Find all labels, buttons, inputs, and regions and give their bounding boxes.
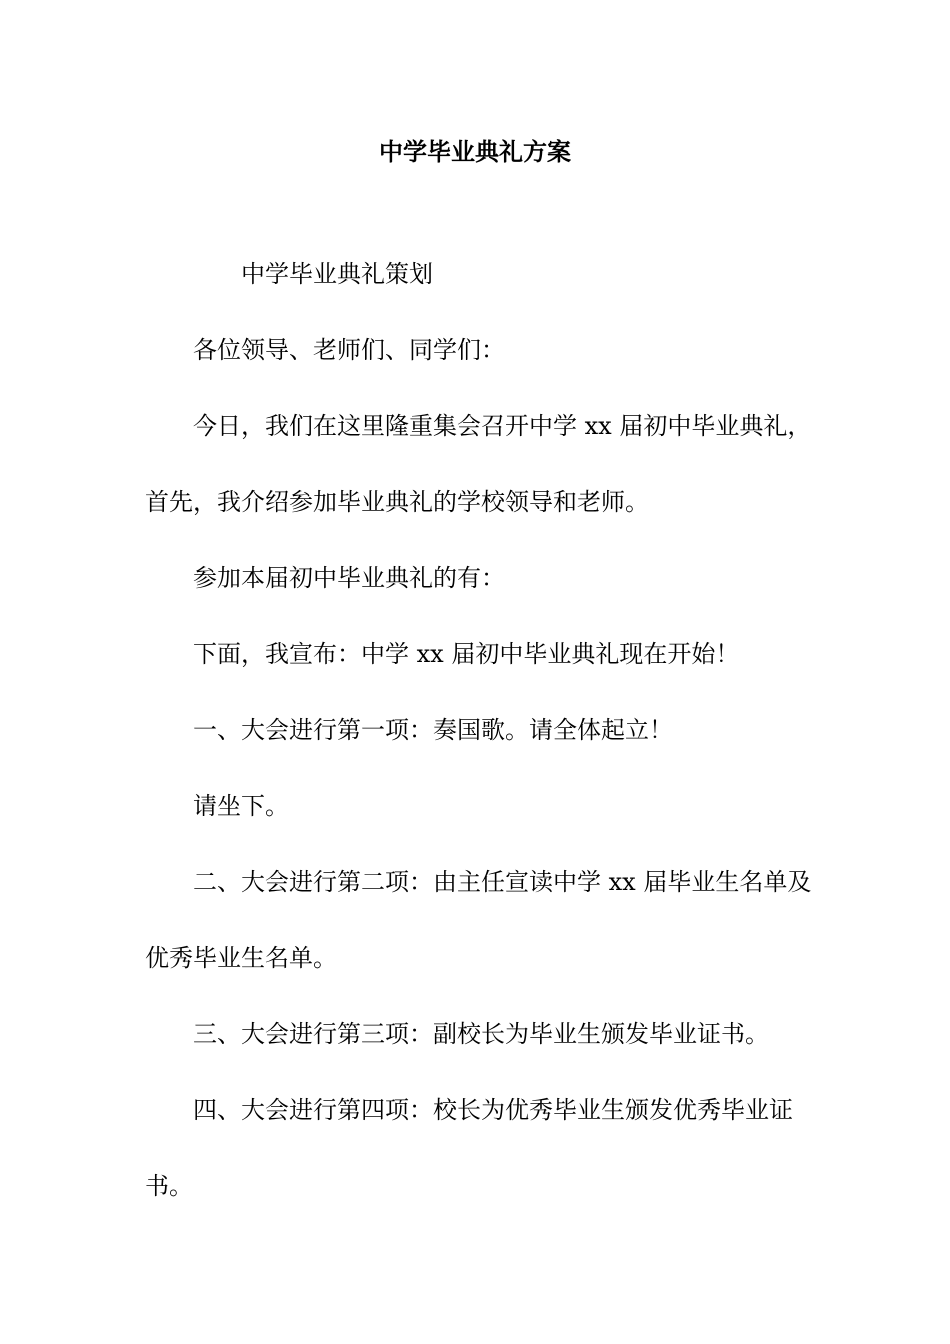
paragraph-sit-down: 请坐下。 — [193, 792, 289, 820]
document-title: 中学毕业典礼方案 — [379, 138, 571, 166]
paragraph-line: 四、大会进行第四项：校长为优秀毕业生颁发优秀毕业证 — [193, 1096, 793, 1124]
paragraph-line: 优秀毕业生名单。 — [145, 944, 337, 972]
paragraph-line: 书。 — [145, 1172, 193, 1200]
paragraph-attendees: 参加本届初中毕业典礼的有： — [193, 564, 505, 592]
paragraph-line: 今日，我们在这里隆重集会召开中学 xx 届初中毕业典礼， — [193, 412, 812, 440]
paragraph-announcement: 下面，我宣布：中学 xx 届初中毕业典礼现在开始！ — [193, 640, 740, 668]
paragraph-line: 二、大会进行第二项：由主任宣读中学 xx 届毕业生名单及 — [193, 868, 812, 896]
paragraph-item-3: 三、大会进行第三项：副校长为毕业生颁发毕业证书。 — [193, 1020, 769, 1048]
paragraph-item-2 — [145, 863, 811, 977]
paragraph-greeting: 各位领导、老师们、同学们： — [193, 336, 505, 364]
paragraph-item-1: 一、大会进行第一项：奏国歌。请全体起立！ — [193, 716, 673, 744]
paragraph-line: 首先，我介绍参加毕业典礼的学校领导和老师。 — [145, 488, 649, 516]
paragraph-subtitle: 中学毕业典礼策划 — [241, 260, 433, 288]
paragraph-item-4 — [145, 1091, 811, 1205]
paragraph-opening — [145, 407, 811, 521]
document-body — [145, 255, 811, 1205]
